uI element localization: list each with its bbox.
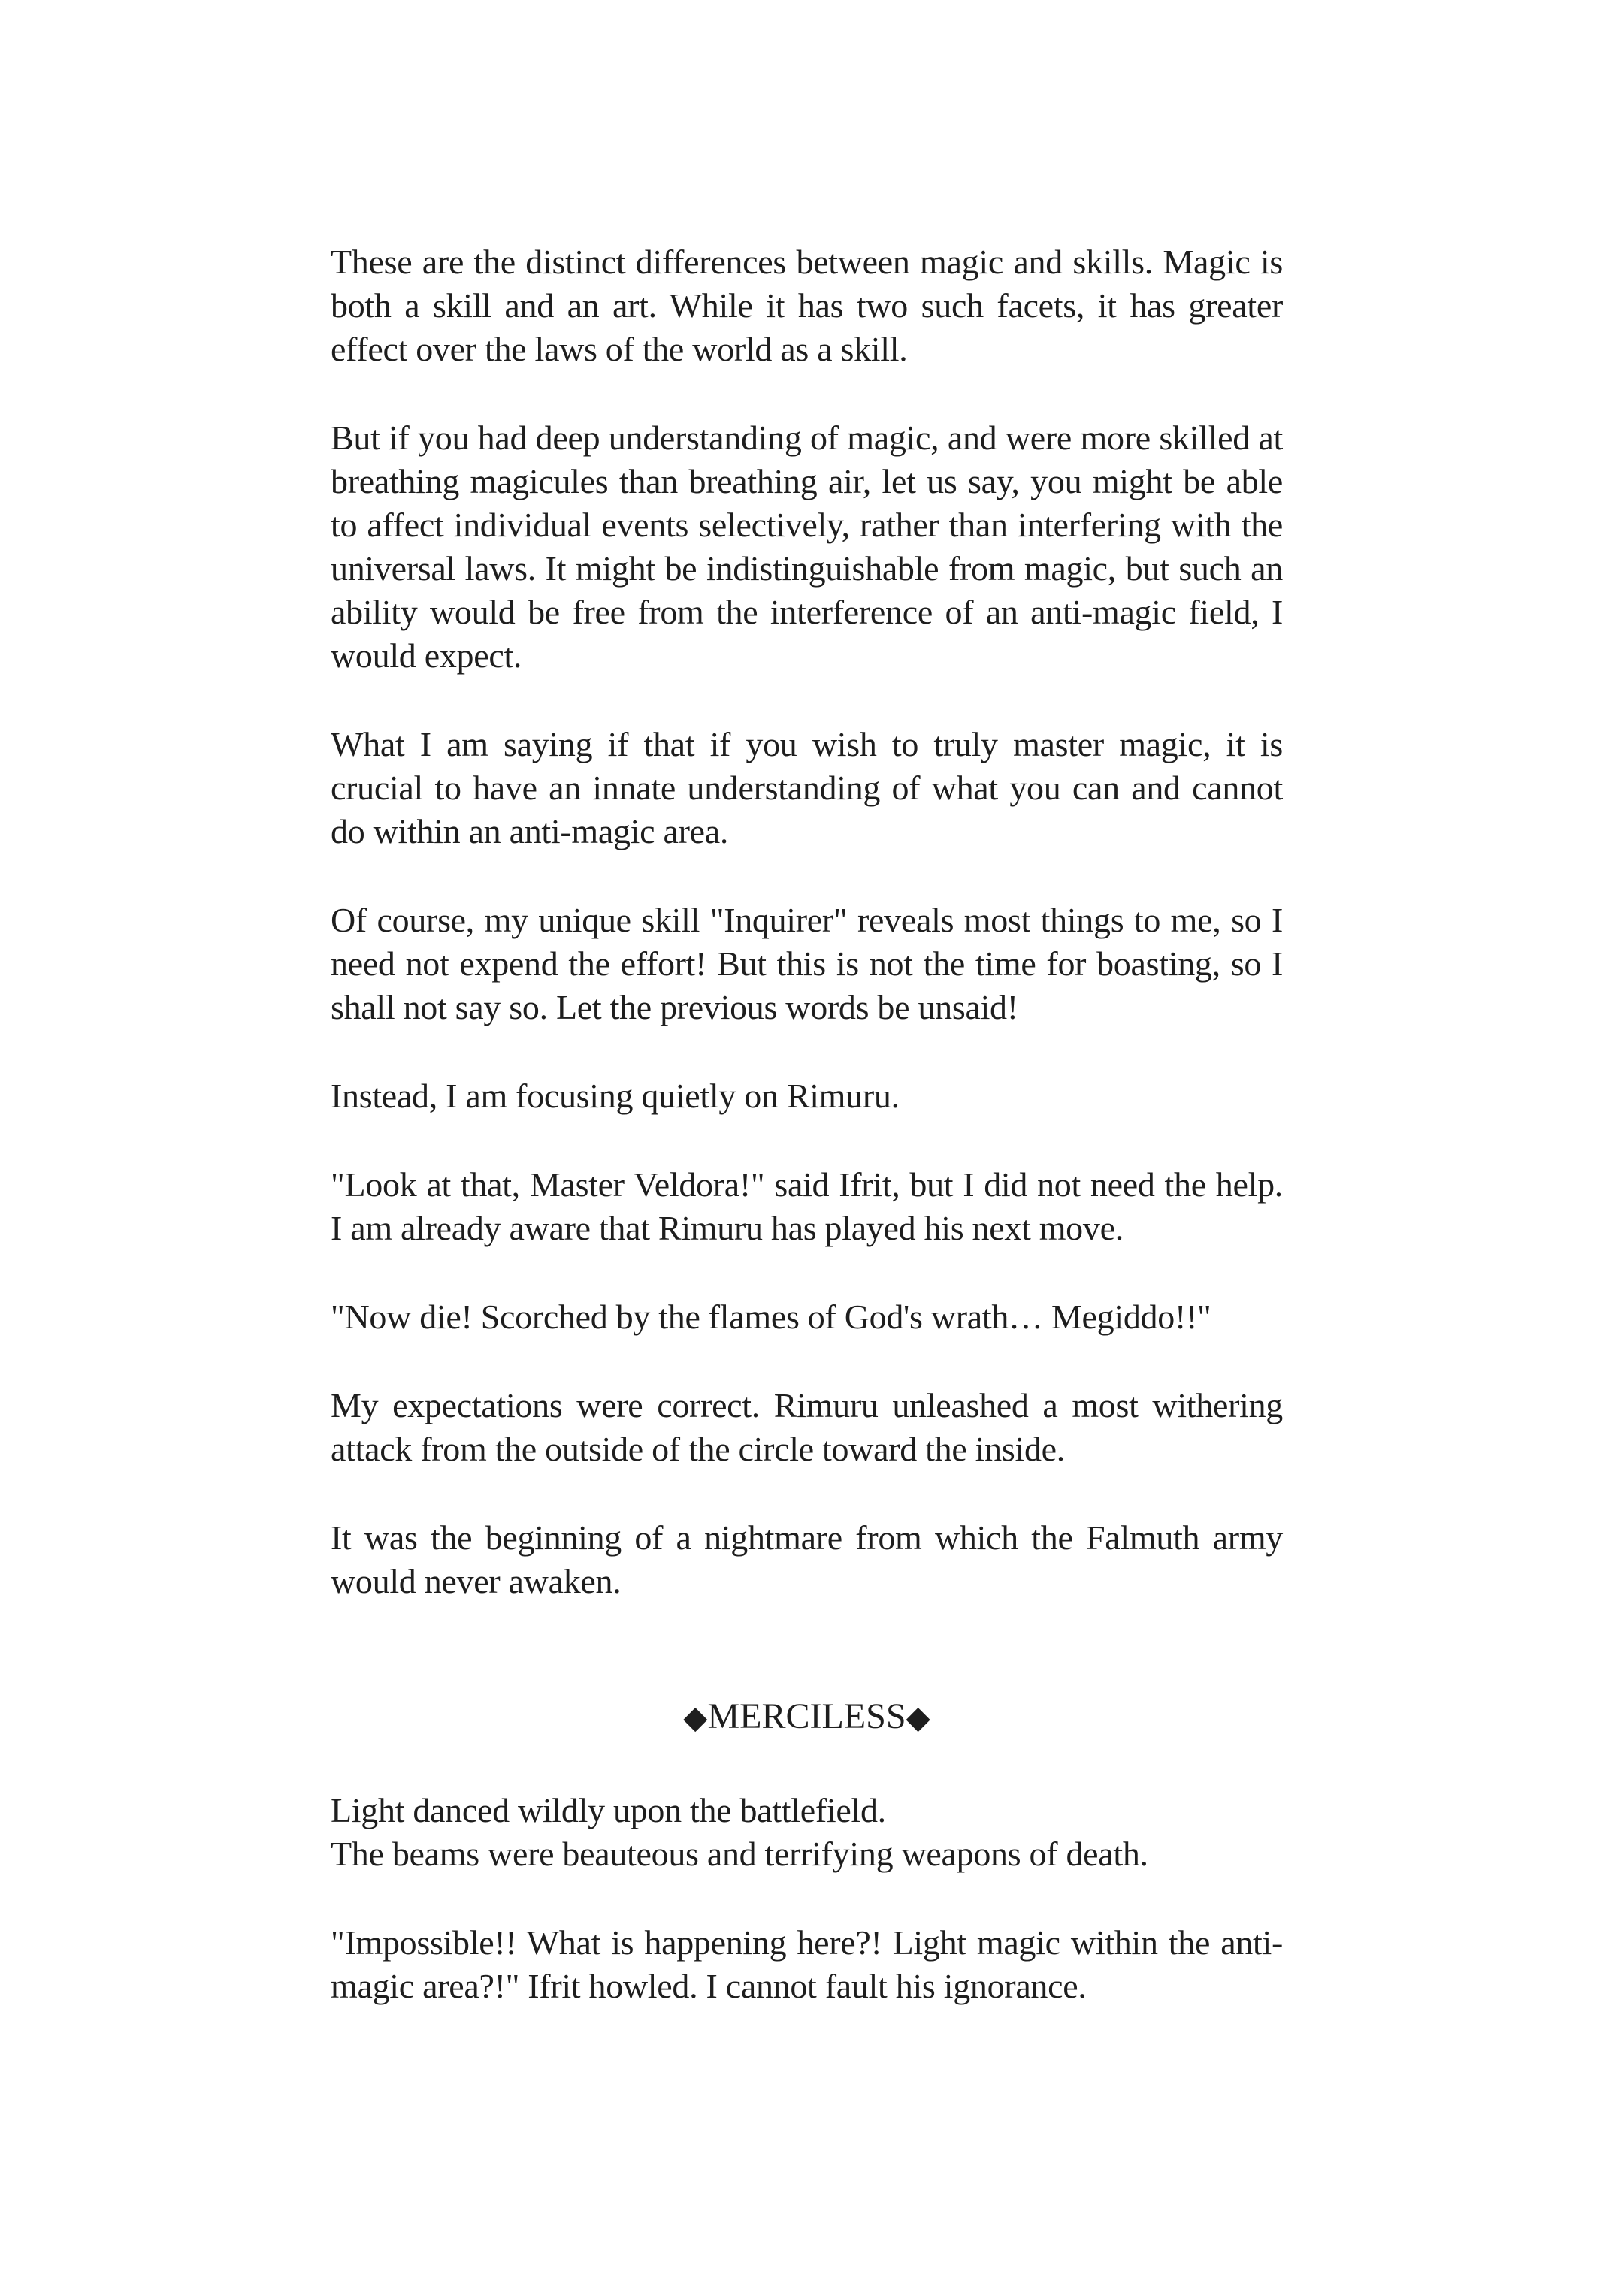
paragraph-expectations-correct: My expectations were correct. Rimuru unleashed a most withering attack from the outside of the circle toward the inside.: [331, 1386, 1283, 1468]
paragraph-focusing-on-rimuru: Instead, I am focusing quietly on Rimuru.: [331, 1077, 900, 1115]
paragraph-deep-understanding: But if you had deep understanding of magic, and were more skilled at breathing magicules than breathing air, let us say, you might be able to affect individual events selectively, rather than interfering with the universal laws. It might be indistinguishable from magic, but such an ability would be free from the interference of an anti-magic field, I would expect.: [331, 418, 1283, 675]
paragraph-magic-vs-skills: These are the distinct differences between magic and skills. Magic is both a skill and an art. While it has two such facets, it has greater effect over the laws of the world as a skill.: [331, 243, 1283, 368]
stanza-line: The beams were beauteous and terrifying weapons of death.: [331, 1835, 1148, 1873]
stanza-line: Light danced wildly upon the battlefield.: [331, 1791, 886, 1829]
paragraph-megiddo-quote: "Now die! Scorched by the flames of God's wrath… Megiddo!!": [331, 1298, 1211, 1336]
paragraph-light-danced: [331, 1789, 1283, 1876]
paragraph-ifrit-howled: "Impossible!! What is happening here?! Light magic within the anti-magic area?!" Ifrit howled. I cannot fault his ignorance.: [331, 1923, 1283, 2005]
text-column: [331, 240, 1283, 2053]
paragraph-nightmare-falmuth: It was the beginning of a nightmare from which the Falmuth army would never awaken.: [331, 1518, 1283, 1600]
paragraph-inquirer-skill: Of course, my unique skill "Inquirer" reveals most things to me, so I need not expend the effort! But this is not the time for boasting, so I shall not say so. Let the previous words be unsaid!: [331, 901, 1283, 1026]
paragraph-ifrit-look-at-that: "Look at that, Master Veldora!" said Ifrit, but I did not need the help. I am already aware that Rimuru has played his next move.: [331, 1165, 1283, 1247]
diamond-icon-right: ◆: [906, 1699, 930, 1736]
section-heading-label: MERCILESS: [707, 1696, 906, 1736]
diamond-icon-left: ◆: [683, 1699, 708, 1736]
section-heading-merciless: [331, 1695, 1283, 1739]
paragraph-master-magic: What I am saying if that if you wish to truly master magic, it is crucial to have an innate understanding of what you can and cannot do within an anti-magic area.: [331, 725, 1283, 850]
